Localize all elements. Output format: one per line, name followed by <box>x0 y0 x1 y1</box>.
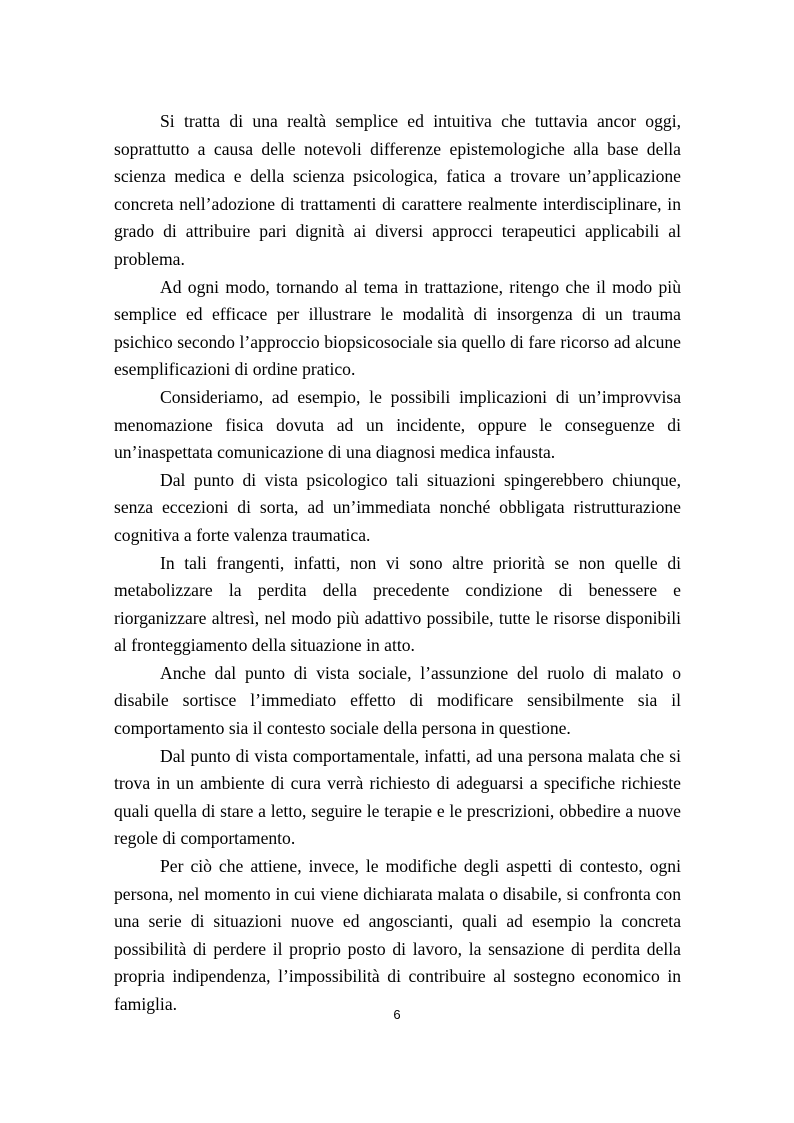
paragraph-6: Anche dal punto di vista sociale, l’assunzione del ruolo di malato o disabile sortisce l’immediato effetto di modificare sensibilmente sia il comportamento sia il contesto sociale della persona in questione. <box>114 662 681 739</box>
paragraph-2: Ad ogni modo, tornando al tema in trattazione, ritengo che il modo più semplice ed efficace per illustrare le modalità di insorgenza di un trauma psichico secondo l’approccio biopsicosociale sia quello di fare ricorso ad alcune esemplificazioni di ordine pratico. <box>114 276 681 380</box>
paragraph-1: Si tratta di una realtà semplice ed intuitiva che tuttavia ancor oggi, soprattutto a causa delle notevoli differenze epistemologiche alla base della scienza medica e della scienza psicologica, fatica a trovare un’applicazione concreta nell’adozione di trattamenti di carattere realmente interdisciplinare, in grado di attribuire pari dignità ai diversi approcci terapeutici applicabili al problema. <box>114 111 681 269</box>
paragraph-4: Dal punto di vista psicologico tali situazioni spingerebbero chiunque, senza eccezioni di sorta, ad un’immediata nonché obbligata ristrutturazione cognitiva a forte valenza traumatica. <box>114 469 681 545</box>
paragraph-3: Consideriamo, ad esempio, le possibili implicazioni di un’improvvisa menomazione fisica dovuta ad un incidente, oppure le conseguenze di un’inaspettata comunicazione di una diagnosi medica infausta. <box>114 386 681 463</box>
paragraph-7: Dal punto di vista comportamentale, infatti, ad una persona malata che si trova in un ambiente di cura verrà richiesto di adeguarsi a specifiche richieste quali quella di stare a letto, seguire le terapie e le prescrizioni, obbedire a nuove regole di comportamento. <box>114 745 681 849</box>
page-number: 6 <box>393 1007 401 1022</box>
paragraph-8: Per ciò che attiene, invece, le modifiche degli aspetti di contesto, ogni persona, nel momento in cui viene dichiarata malata o disabile, si confronta con una serie di situazioni nuove ed angoscianti, quali ad esempio la concreta possibilità di perdere il proprio posto di lavoro, la sensazione di perdita della propria indipendenza, l’impossibilità di contribuire al sostegno economico in famiglia. <box>114 856 681 1014</box>
paragraph-5: In tali frangenti, infatti, non vi sono altre priorità se non quelle di metabolizzare la perdita della precedente condizione di benessere e riorganizzare altresì, nel modo più adattivo possibile, tutte le risorse disponibili al fronteggiamento della situazione in atto. <box>114 552 681 656</box>
body-text <box>114 108 681 1019</box>
